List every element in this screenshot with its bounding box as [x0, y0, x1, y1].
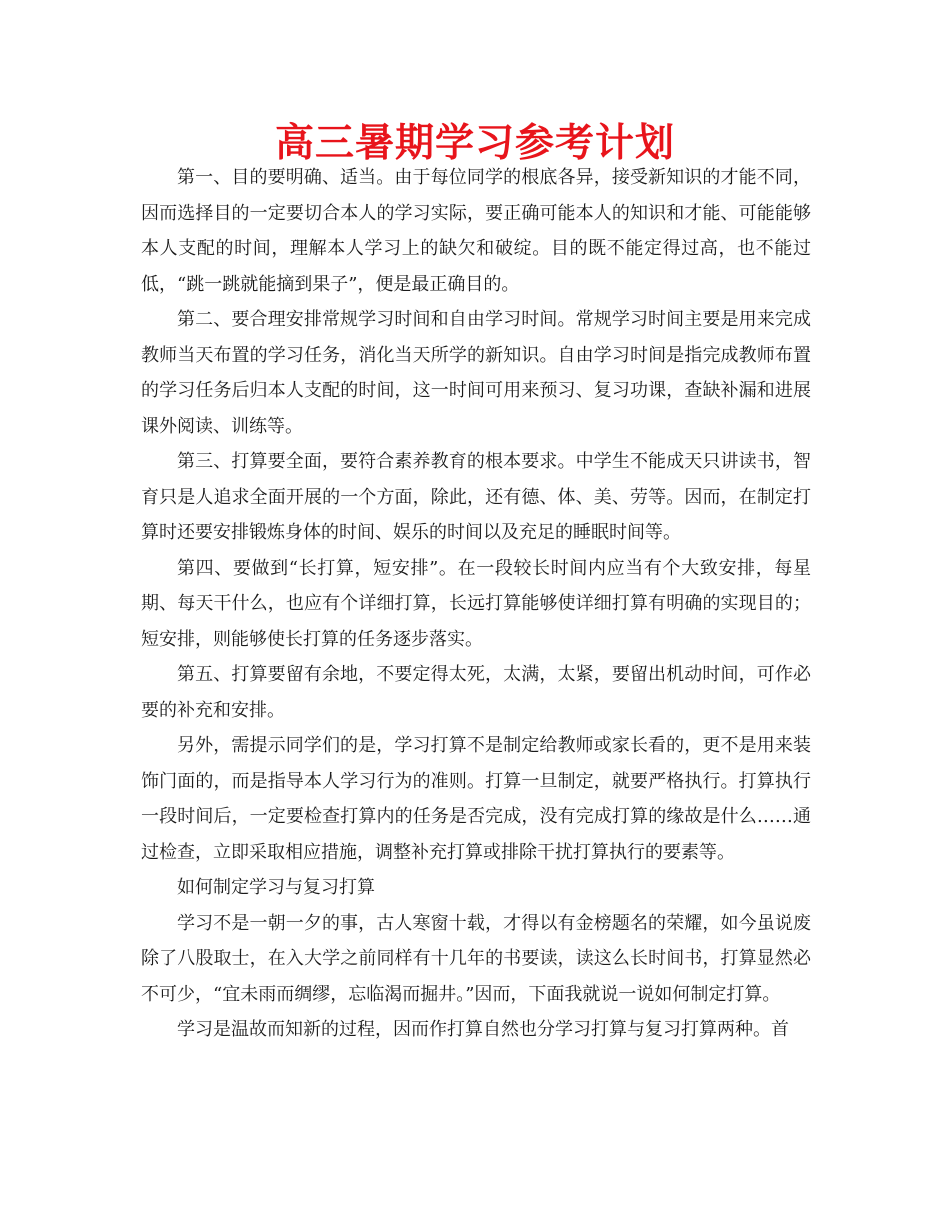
paragraph-5: 第五、打算要留有余地，不要定得太死，太满，太紧，要留出机动时间，可作必要的补充和安排。 [141, 664, 811, 721]
paragraph-2: 第二、要合理安排常规学习时间和自由学习时间。常规学习时间主要是用来完成教师当天布置的学习任务，消化当天所学的新知识。自由学习时间是指完成教师布置的学习任务后归本人支配的时间，这一时间可用来预习、复习功课，查缺补漏和进展课外阅读、训练等。 [141, 309, 811, 437]
section-heading: 如何制定学习与复习打算 [177, 877, 375, 898]
paragraph-7: 学习不是一朝一夕的事，古人寒窗十载，才得以有金榜题名的荣耀，如今虽说废除了八股取士，在入大学之前同样有十几年的书要读，读这么长时间书，打算显然必不可少，“宜未雨而绸缪，忘临渴而掘井。”因而，下面我就说一说如何制定打算。 [141, 912, 811, 1005]
paragraph-4: 第四、要做到“长打算，短安排”。在一段较长时间内应当有个大致安排，每星期、每天干什么，也应有个详细打算，长远打算能够使详细打算有明确的实现目的；短安排，则能够使长打算的任务逐步落实。 [141, 557, 811, 650]
document-body [141, 160, 811, 1048]
paragraph-1: 第一、目的要明确、适当。由于每位同学的根底各异，接受新知识的才能不同，因而选择目的一定要切合本人的学习实际，要正确可能本人的知识和才能、可能能够本人支配的时间，理解本人学习上的缺欠和破绽。目的既不能定得过高，也不能过低，“跳一跳就能摘到果子”，便是最正确目的。 [141, 167, 811, 295]
document-title: 高三暑期学习参考计划 [274, 121, 675, 166]
paragraph-3: 第三、打算要全面，要符合素养教育的根本要求。中学生不能成天只讲读书，智育只是人追求全面开展的一个方面，除此，还有德、体、美、劳等。因而，在制定打算时还要安排锻炼身体的时间、娱乐的时间以及充足的睡眠时间等。 [141, 451, 811, 543]
paragraph-8: 学习是温故而知新的过程，因而作打算自然也分学习打算与复习打算两种。首 [177, 1019, 789, 1040]
paragraph-6: 另外，需提示同学们的是，学习打算不是制定给教师或家长看的，更不是用来装饰门面的，而是指导本人学习行为的准则。打算一旦制定，就要严格执行。打算执行一段时间后，一定要检查打算内的任务是否完成，没有完成打算的缘故是什么……通过检查，立即采取相应措施，调整补充打算或排除干扰打算执行的要素等。 [141, 735, 811, 863]
